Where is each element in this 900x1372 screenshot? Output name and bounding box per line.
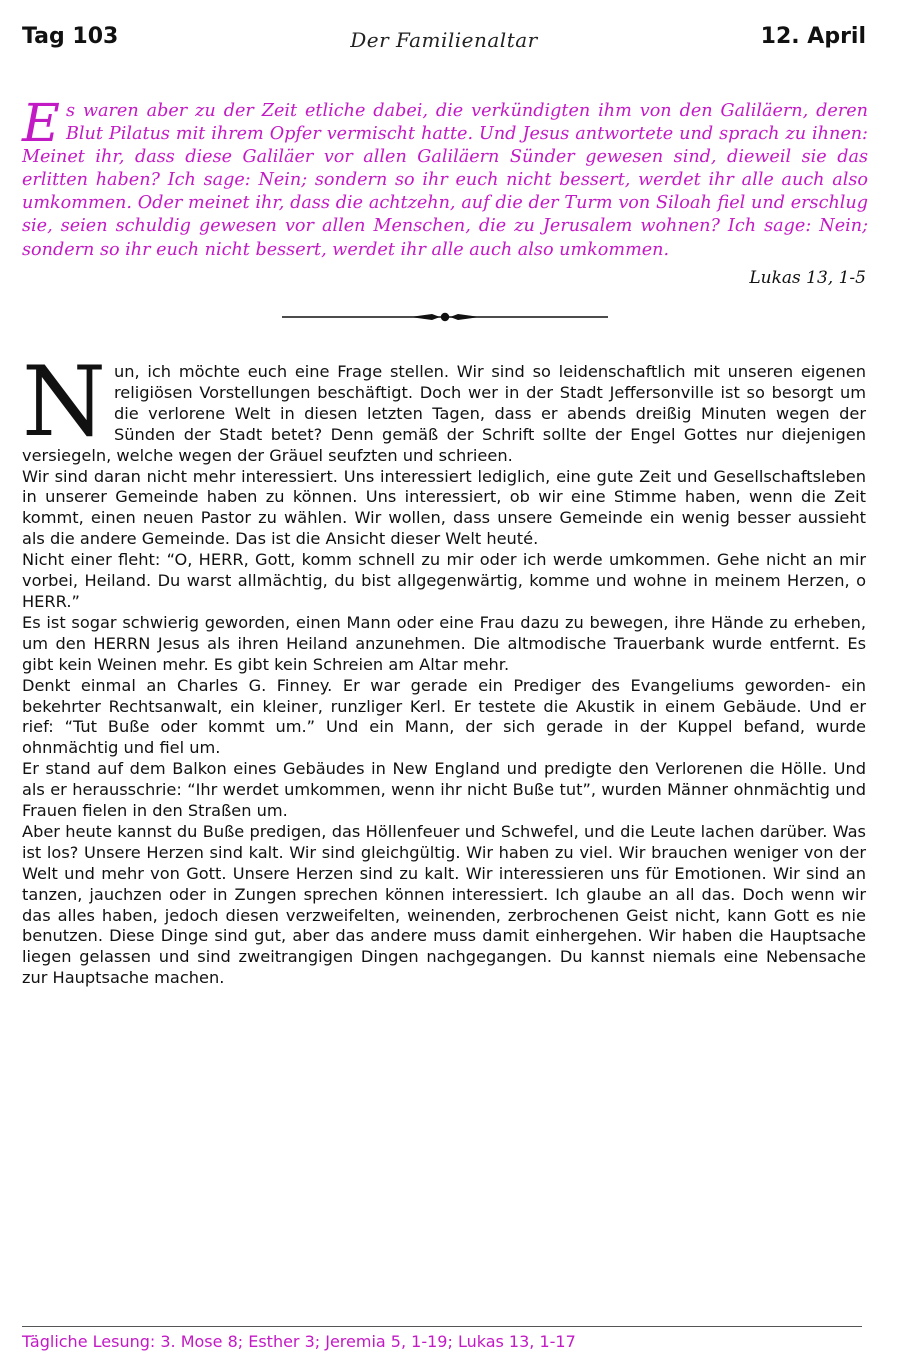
scripture-initial-letter: E [22, 94, 60, 154]
ornament-divider-icon [282, 310, 608, 324]
drop-cap-initial: N [22, 346, 106, 458]
scripture-reference: Lukas 13, 1-5 [749, 268, 866, 288]
scripture-passage [22, 94, 868, 262]
sermon-paragraph: Aber heute kannst du Buße predigen, das Höllenfeuer und Schwefel, und die Leute lachen darüber. Was ist los? Unsere Herzen sind kalt. Wir sind gleichgültig. Wir haben zu viel. Wir brauchen weniger von der Welt und mehr von Gott. Unsere Herzen sind zu kalt. Wir interessieren uns für Emotionen. Wir sind an tanzen, jauchzen oder in Zungen sprechen können interessiert. Ich glaube an all das. Doch wenn wir das alles haben, jedoch diesen verzweifelten, weinenden, zerbrochenen Geist nicht, kann Gott es nie benutzen. Diese Dinge sind gut, aber das andere muss damit einhergehen. Wir haben die Hauptsache liegen gelassen und sind zweitrangigen Dingen nachgegangen. Du kannst niemals eine Nebensache zur Hauptsache machen. [22, 821, 866, 988]
daily-reading: Tägliche Lesung: 3. Mose 8; Esther 3; Jeremia 5, 1-19; Lukas 13, 1-17 [22, 1332, 576, 1351]
day-number: Tag 103 [22, 24, 119, 49]
sermon-paragraph: Denkt einmal an Charles G. Finney. Er war gerade ein Prediger des Evangeliums geworden- ein bekehrter Rechtsanwalt, ein kleiner, runzliger Kerl. Er testete die Akustik in einem Gebäude. Und er rief: “Tut Buße oder kommt um.” Und ein Mann, der sich gerade in der Kuppel befand, wurde ohnmächtig und fiel um. [22, 675, 866, 758]
book-title: Der Familienaltar [350, 28, 538, 52]
page-date: 12. April [760, 24, 866, 49]
page-header [22, 24, 866, 60]
sermon-body [22, 346, 866, 989]
sermon-paragraph: Wir sind daran nicht mehr interessiert. Uns interessiert lediglich, eine gute Zeit und Gesellschaftsleben in unserer Gemeinde haben zu können. Uns interessiert, ob wir eine Stimme haben, wenn die Zeit kommt, einen neuen Pastor zu wählen. Wir wollen, dass unsere Gemeinde ein wenig besser aussieht als die andere Gemeinde. Das ist die Ansicht dieser Welt heuté. [22, 466, 866, 549]
sermon-paragraph: Es ist sogar schwierig geworden, einen Mann oder eine Frau dazu zu bewegen, ihre Hände zu erheben, um den HERRN Jesus als ihren Heiland anzunehmen. Die altmodische Trauerbank wurde entfernt. Es gibt kein Weinen mehr. Es gibt kein Schreien am Altar mehr. [22, 612, 866, 674]
sermon-paragraph: Nun, ich möchte euch eine Frage stellen. Wir sind so leidenschaftlich mit unseren eigenen religiösen Vorstellungen beschäftigt. Doch wer in der Stadt Jeffersonville ist so besorgt um die verlorene Welt in diesen letzten Tagen, dass er abends dreißig Minuten wegen der Sünden der Stadt betet? Denn gemäß der Schrift sollte der Engel Gottes nur diejenigen versiegeln, welche wegen der Gräuel seufzten und schrieen. [22, 346, 866, 465]
footer-divider [22, 1326, 862, 1327]
sermon-paragraph: Nicht einer fleht: “O, HERR, Gott, komm schnell zu mir oder ich werde umkommen. Gehe nicht an mir vorbei, Heiland. Du warst allmächtig, du bist allgegenwärtig, komme und wohne in meinem Herzen, o HERR.” [22, 550, 866, 611]
scripture-text: s waren aber zu der Zeit etliche dabei, die verkündigten ihm von den Galiläern, deren Blut Pilatus mit ihrem Opfer vermischt hatte. Und Jesus antwortete und sprach zu ihnen: Meinet ihr, dass diese Galiläer vor allen Galiläern Sünder gewesen sind, dieweil sie das erlitten haben? Ich sage: Nein; sondern so ihr euch nicht bessert, werdet ihr alle auch also umkommen. Oder meinet ihr, dass die achtzehn, auf die der Turm von Siloah fiel und erschlug sie, seien schuldig gewesen vor allen Menschen, die zu Jerusalem wohnen? Ich sage: Nein; sondern so ihr euch nicht bessert, werdet ihr alle auch also umkommen. [22, 101, 868, 260]
sermon-paragraph: Er stand auf dem Balkon eines Gebäudes in New England und predigte den Verlorenen die Hölle. Und als er herausschrie: “Ihr werdet umkommen, wenn ihr nicht Buße tut”, wurden Männer ohnmächtig und Frauen fielen in den Straßen um. [22, 759, 866, 821]
